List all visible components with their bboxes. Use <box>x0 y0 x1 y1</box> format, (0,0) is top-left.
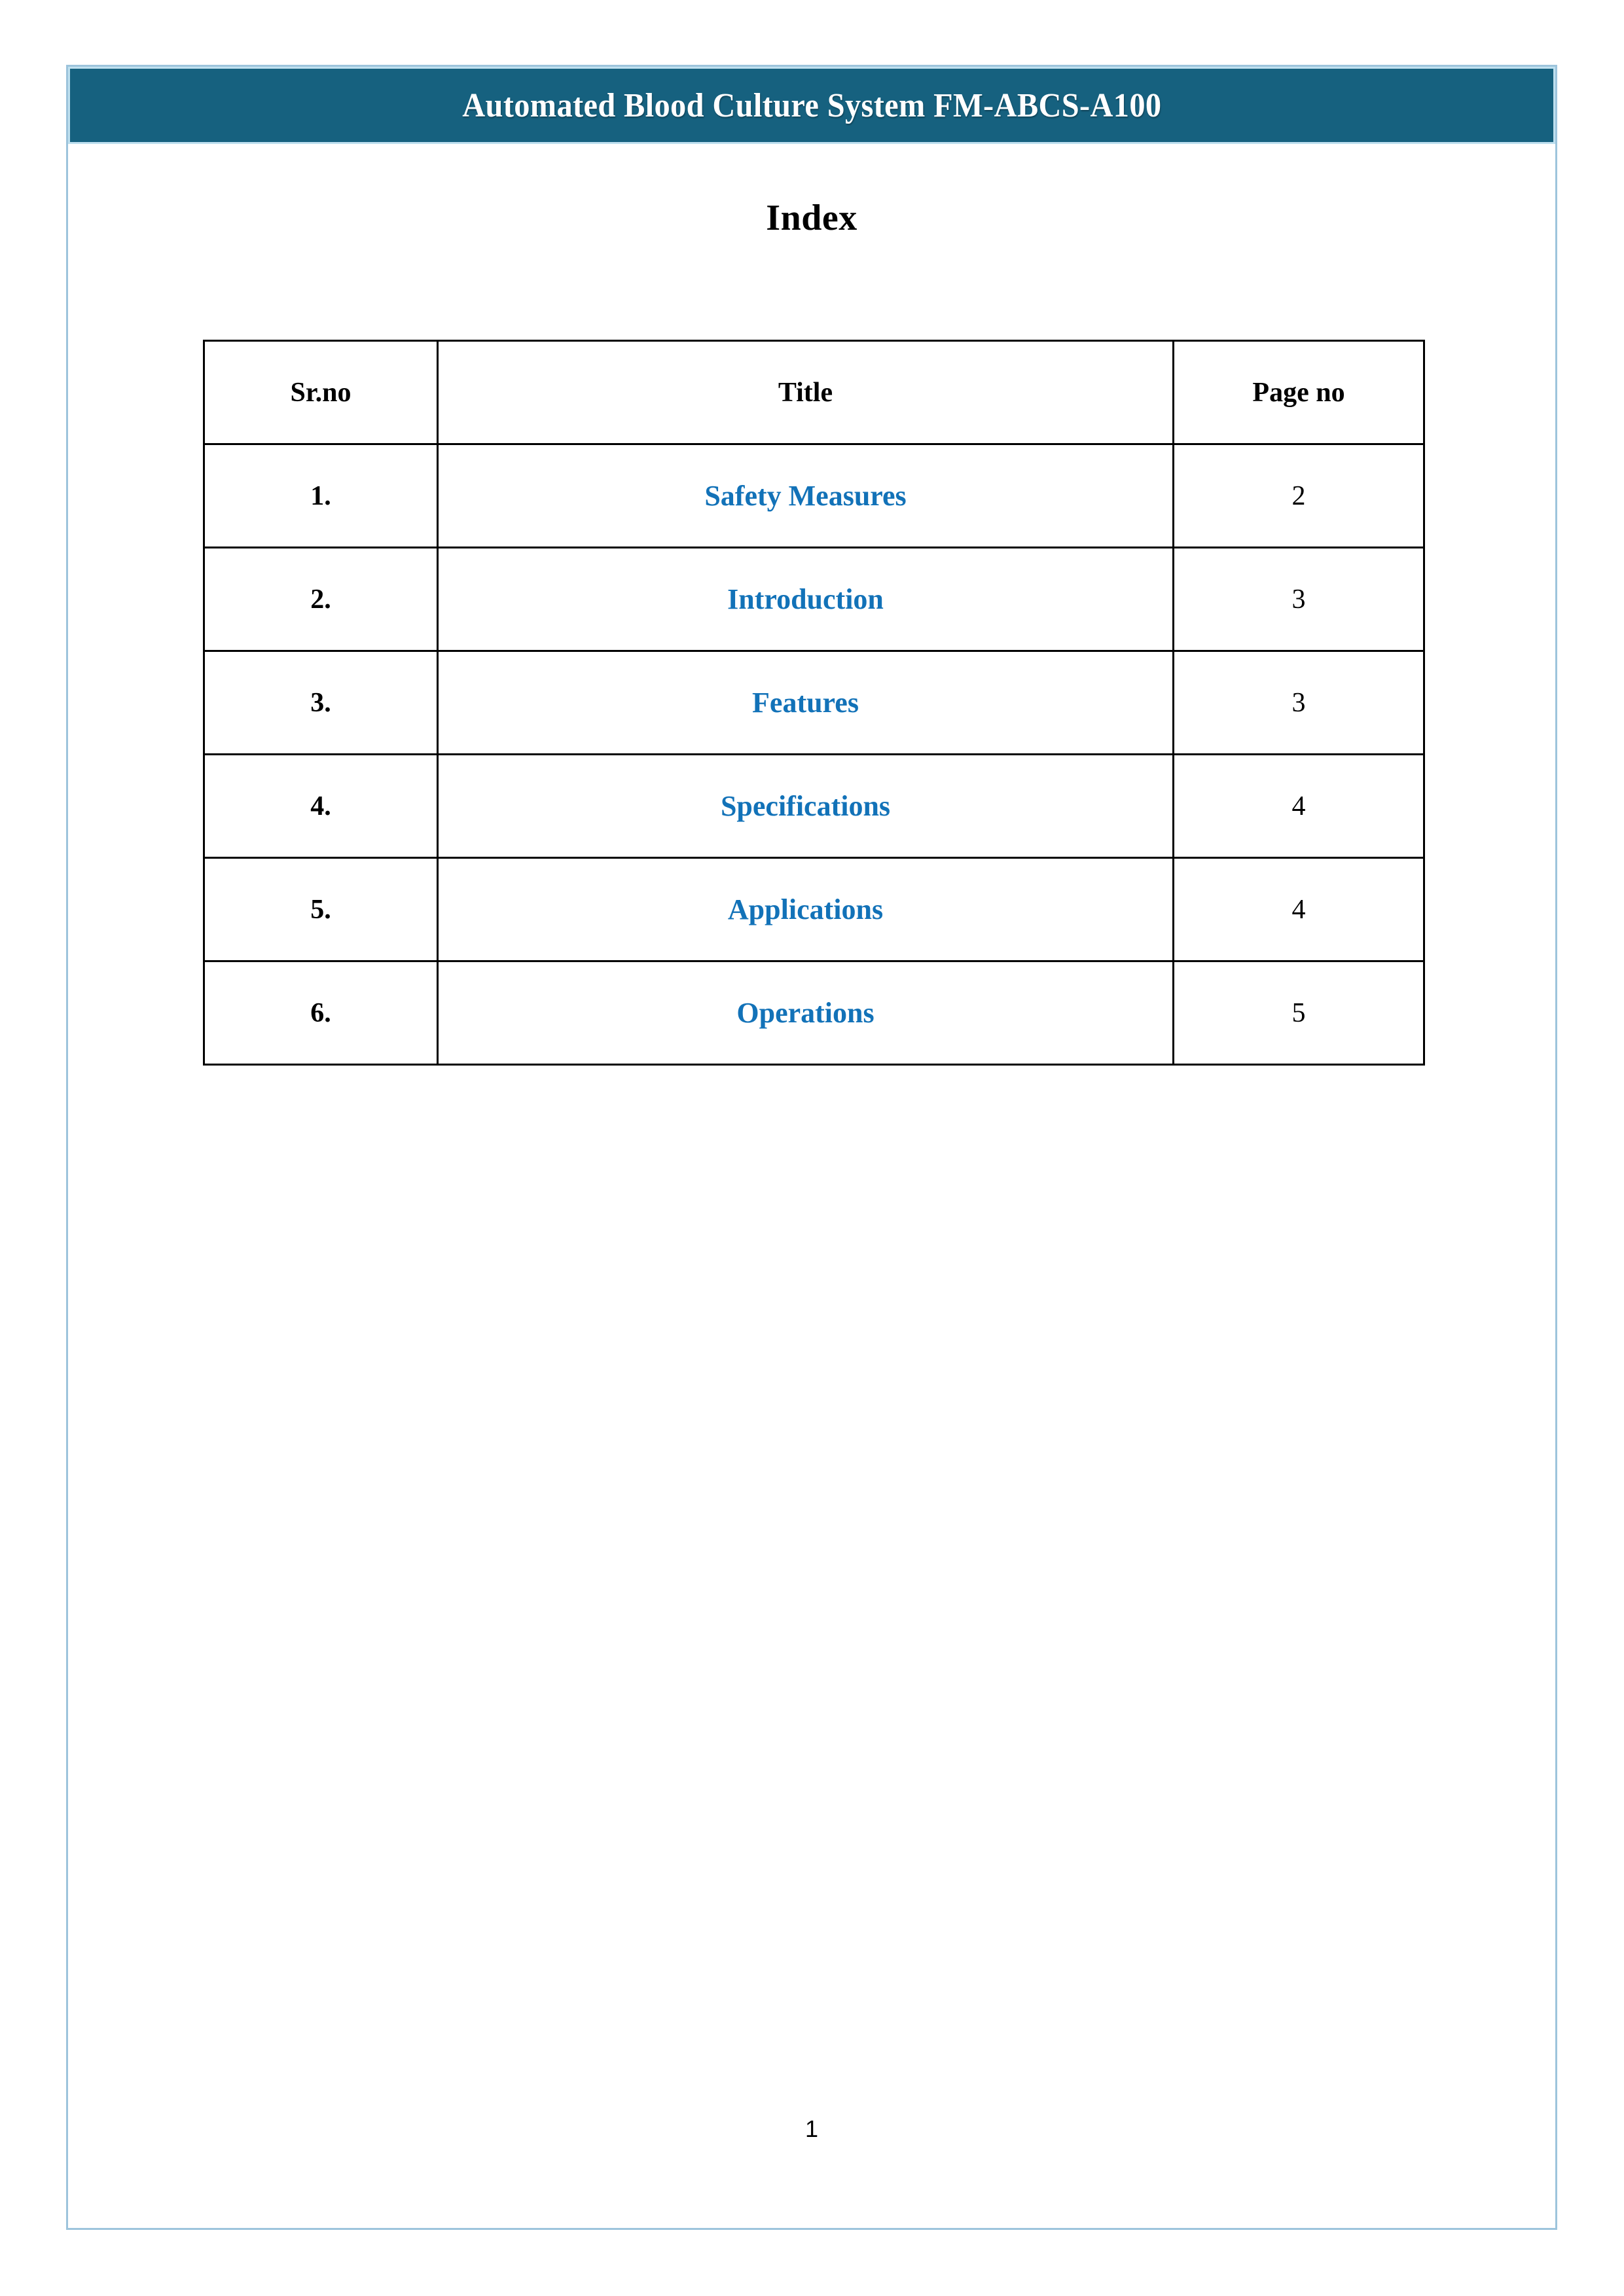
table-row <box>204 444 1424 548</box>
document-banner <box>68 67 1555 144</box>
row-title-link[interactable]: Operations <box>438 961 1174 1065</box>
row-page-number: 4 <box>1174 858 1424 961</box>
row-serial-number: 6. <box>204 961 438 1065</box>
row-serial-number: 3. <box>204 651 438 755</box>
row-page-number: 4 <box>1174 755 1424 858</box>
table-row <box>204 961 1424 1065</box>
footer-page-number: 1 <box>804 2115 819 2142</box>
table-row <box>204 651 1424 755</box>
row-page-number: 5 <box>1174 961 1424 1065</box>
page-title: Index <box>766 198 857 238</box>
row-serial-number: 2. <box>204 548 438 651</box>
index-table <box>203 340 1425 1066</box>
column-header-pageno: Page no <box>1174 341 1424 444</box>
table-row <box>204 548 1424 651</box>
row-title-link[interactable]: Introduction <box>438 548 1174 651</box>
row-title-link[interactable]: Applications <box>438 858 1174 961</box>
row-serial-number: 5. <box>204 858 438 961</box>
column-header-title: Title <box>438 341 1174 444</box>
row-page-number: 2 <box>1174 444 1424 548</box>
row-title-link[interactable]: Safety Measures <box>438 444 1174 548</box>
table-header-row <box>204 341 1424 444</box>
table-row <box>204 755 1424 858</box>
row-serial-number: 4. <box>204 755 438 858</box>
column-header-srno: Sr.no <box>204 341 438 444</box>
table-row <box>204 858 1424 961</box>
row-title-link[interactable]: Features <box>438 651 1174 755</box>
document-page <box>66 65 1557 2230</box>
row-page-number: 3 <box>1174 651 1424 755</box>
document-banner-title: Automated Blood Culture System FM-ABCS-A100 <box>461 86 1162 124</box>
row-page-number: 3 <box>1174 548 1424 651</box>
row-title-link[interactable]: Specifications <box>438 755 1174 858</box>
row-serial-number: 1. <box>204 444 438 548</box>
